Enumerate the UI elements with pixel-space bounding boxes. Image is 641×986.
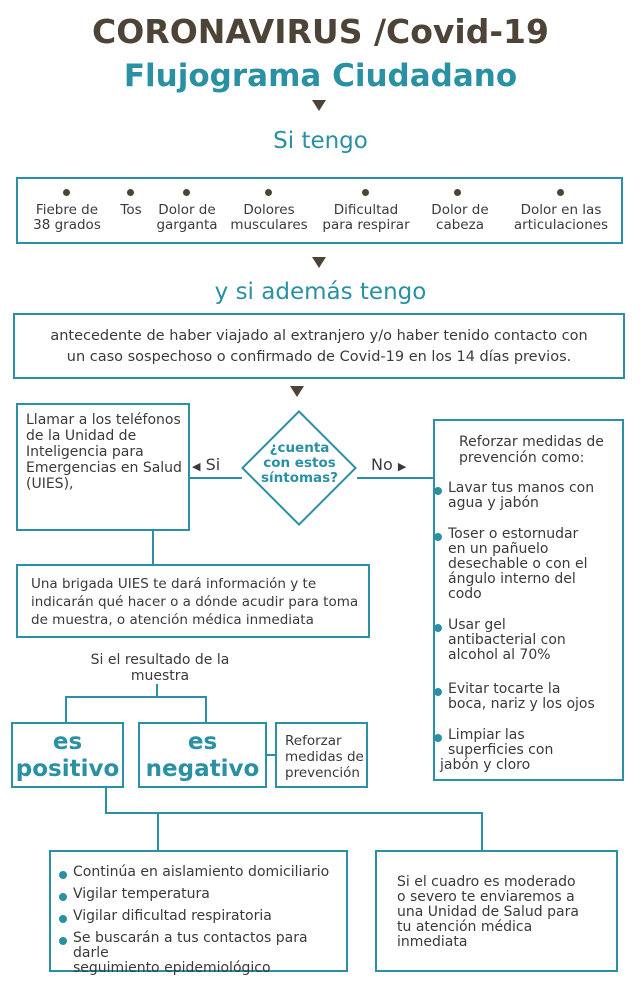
prevention-item-tail: jabón y cloro xyxy=(440,757,531,773)
si-label: ◀ Si xyxy=(192,455,221,474)
symptom-item: Tos xyxy=(120,202,142,218)
bullet-icon xyxy=(265,189,272,196)
antecedente-box: antecedente de haber viajado al extranjero y/o haber tenido contacto con un caso sospechoso o confirmado de Covid-19 en los 14 días previos. xyxy=(13,313,625,379)
reforzar-small-box: Reforzar medidas de prevención xyxy=(275,722,368,788)
llamar-box: Llamar a los teléfonos de la Unidad de Inteligencia para Emergencias en Salud (UIES), xyxy=(16,403,190,531)
bullet-icon xyxy=(127,189,134,196)
positivo-box: es positivo xyxy=(11,722,124,788)
bullet-icon xyxy=(454,189,461,196)
step-item: Vigilar dificultad respiratoria xyxy=(73,909,272,924)
bullet-icon xyxy=(63,189,70,196)
symptom-item: Dolor en las articulaciones xyxy=(513,202,609,233)
connector-line xyxy=(205,696,207,723)
arrow-down-icon xyxy=(312,100,326,111)
step-item: Vigilar temperatura xyxy=(73,887,210,902)
symptoms-box xyxy=(16,177,623,244)
bullet-icon xyxy=(434,487,442,495)
bullet-icon xyxy=(59,871,67,879)
symptom-item: Dolores musculares xyxy=(230,202,308,233)
prevention-title: Reforzar medidas de prevención como: xyxy=(459,434,604,466)
arrow-right-icon: ▶ xyxy=(397,460,407,473)
step-item: Se buscarán a tus contactos para darle seguimiento epidemiológico xyxy=(73,931,346,976)
prevention-item: Usar gel antibacterial con alcohol al 70% xyxy=(448,618,566,663)
no-label: No ▶ xyxy=(371,455,407,474)
bullet-icon xyxy=(434,688,442,696)
brigada-box: Una brigada UIES te dará información y te indicarán qué hacer o a dónde acudir para toma de muestra, o atención médica inmediata xyxy=(16,564,370,638)
severo-box: Si el cuadro es moderado o severo te enviaremos a una Unidad de Salud para tu atención médica inmediata xyxy=(375,850,618,972)
arrow-down-icon xyxy=(290,386,304,397)
prevention-item: Evitar tocarte la boca, nariz y los ojos xyxy=(448,682,595,712)
symptom-item: Dificultad para respirar xyxy=(322,202,410,233)
bullet-icon xyxy=(59,893,67,901)
negativo-box: es negativo xyxy=(138,722,267,788)
bullet-icon xyxy=(434,533,442,541)
bullet-icon xyxy=(362,189,369,196)
bullet-icon xyxy=(59,937,67,945)
symptom-item: Dolor de garganta xyxy=(156,202,218,233)
connector-line xyxy=(481,812,483,850)
positivo-steps-box xyxy=(49,850,348,976)
connector-line xyxy=(267,754,275,756)
resultado-label: Si el resultado de la muestra xyxy=(90,652,230,684)
connector-line xyxy=(190,477,242,479)
bullet-icon xyxy=(434,624,442,632)
ademas-heading: y si además tengo xyxy=(214,279,427,305)
page-subtitle: Flujograma Ciudadano xyxy=(123,58,518,94)
arrow-down-icon xyxy=(312,257,326,268)
connector-line xyxy=(65,696,207,698)
prevention-box xyxy=(433,419,624,781)
connector-line xyxy=(357,477,433,479)
bullet-icon xyxy=(59,915,67,923)
bullet-icon xyxy=(434,734,442,742)
bullet-icon xyxy=(557,189,564,196)
step-item: Continúa en aislamiento domiciliario xyxy=(73,865,329,880)
bullet-icon xyxy=(183,189,190,196)
symptom-item: Fiebre de 38 grados xyxy=(33,202,101,233)
connector-line xyxy=(105,812,483,814)
connector-line xyxy=(157,812,159,850)
arrow-left-icon: ◀ xyxy=(192,460,201,473)
connector-line xyxy=(65,696,67,723)
page-title: CORONAVIRUS /Covid-19 xyxy=(92,12,549,51)
connector-line xyxy=(105,788,107,813)
prevention-item: Lavar tus manos con agua y jabón xyxy=(448,481,594,511)
symptom-item: Dolor de cabeza xyxy=(431,202,489,233)
prevention-item: Toser o estornudar en un pañuelo desechable o con el ángulo interno del codo xyxy=(448,527,588,602)
decision-diamond: ¿cuenta con estos síntomas? xyxy=(242,411,357,526)
connector-line xyxy=(152,531,154,564)
si-tengo-heading: Si tengo xyxy=(273,128,368,154)
prevention-item: Limpiar las superficies con xyxy=(448,728,553,758)
